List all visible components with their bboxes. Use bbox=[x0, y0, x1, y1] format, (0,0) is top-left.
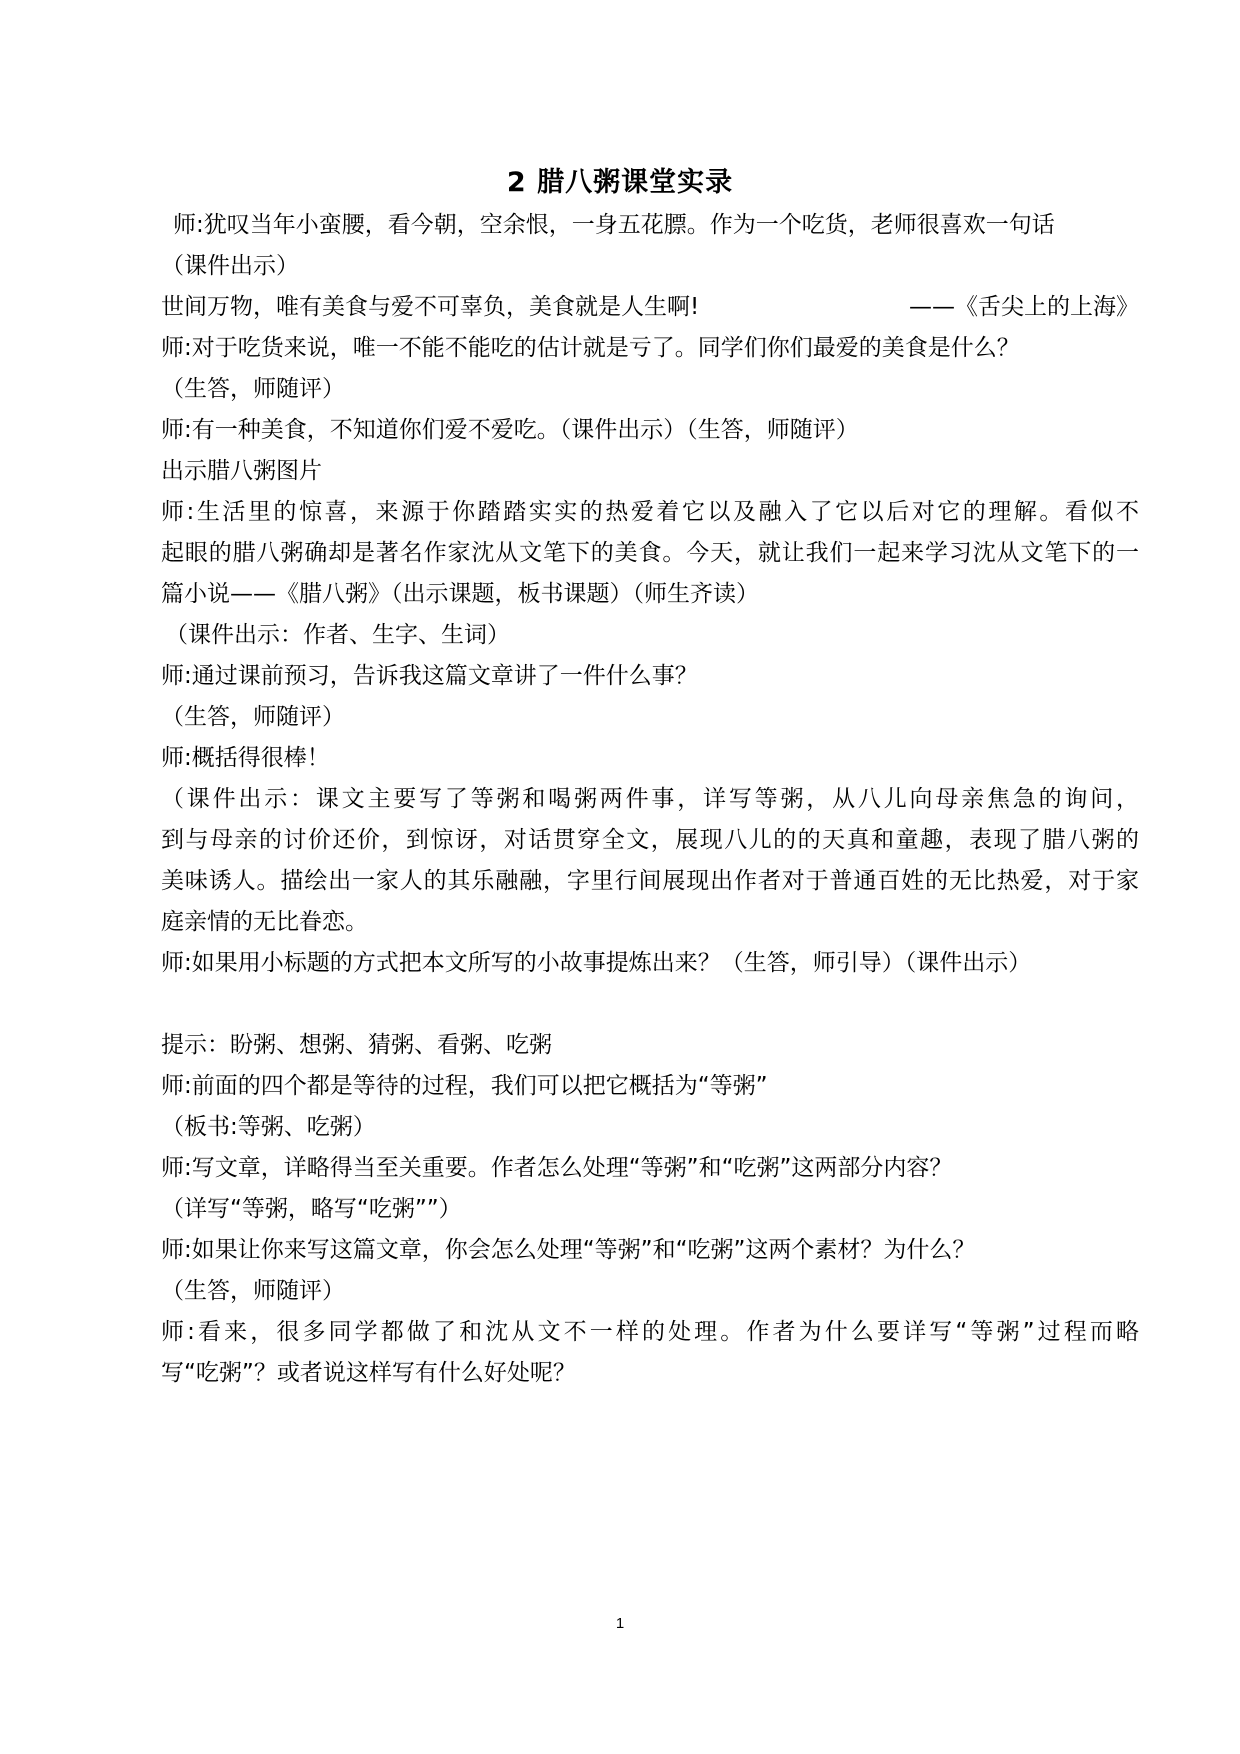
paragraph-line: 提示：盼粥、想粥、猜粥、看粥、吃粥 bbox=[161, 1032, 552, 1058]
paragraph-line: 师:对于吃货来说，唯一不能不能吃的估计就是亏了。同学们你们最爱的美食是什么？ bbox=[161, 335, 1020, 361]
blank-line bbox=[161, 984, 1139, 1025]
paragraph-line: （课件出示） bbox=[161, 253, 299, 279]
paragraph-line: （生答，师随评） bbox=[161, 1278, 345, 1304]
paragraph-line: 师:前面的四个都是等待的过程，我们可以把它概括为“等粥” bbox=[161, 1073, 768, 1099]
paragraph-line: 篇小说——《腊八粥》（出示课题，板书课题）（师生齐读） bbox=[161, 581, 759, 607]
paragraph-line: 师:有一种美食，不知道你们爱不爱吃。（课件出示）（生答，师随评） bbox=[161, 417, 859, 443]
paragraph-line: 师:看来，很多同学都做了和沈从文不一样的处理。作者为什么要详写“等粥”过程而略 bbox=[161, 1319, 1139, 1345]
paragraph-line: （详写“等粥，略写“吃粥””） bbox=[161, 1196, 462, 1222]
document-body bbox=[161, 205, 1139, 1394]
paragraph-line: 师:生活里的惊喜，来源于你踏踏实实的热爱着它以及融入了它以后对它的理解。看似不 bbox=[161, 499, 1139, 525]
paragraph-line: 到与母亲的讨价还价，到惊讶，对话贯穿全文，展现八儿的的天真和童趣，表现了腊八粥的 bbox=[161, 827, 1139, 853]
paragraph-line: 庭亲情的无比眷恋。 bbox=[161, 909, 368, 935]
paragraph-line: （课件出示：课文主要写了等粥和喝粥两件事，详写等粥，从八儿向母亲焦急的询问， bbox=[161, 786, 1139, 812]
paragraph-line: 师:概括得很棒！ bbox=[161, 745, 330, 771]
paragraph-line: 师:如果用小标题的方式把本文所写的小故事提炼出来？（生答，师引导）（课件出示） bbox=[161, 950, 1032, 976]
quote-source: ——《舌尖上的上海》 bbox=[909, 294, 1139, 320]
paragraph-line: （生答，师随评） bbox=[161, 376, 345, 402]
page-number: 1 bbox=[615, 1615, 625, 1632]
paragraph-line: （课件出示：作者、生字、生词） bbox=[165, 622, 510, 648]
paragraph-line bbox=[0, 533, 1139, 574]
paragraph-line: 出示腊八粥图片 bbox=[161, 458, 322, 484]
paragraph-line: （生答，师随评） bbox=[161, 704, 345, 730]
quote-text: 世间万物，唯有美食与爱不可辜负，美食就是人生啊! bbox=[161, 294, 700, 320]
paragraph-line: 美味诱人。描绘出一家人的其乐融融，字里行间展现出作者对于普通百姓的无比热爱，对于家 bbox=[161, 868, 1139, 894]
paragraph-line: 师:犹叹当年小蛮腰，看今朝，空余恨，一身五花膘。作为一个吃货，老师很喜欢一句话 bbox=[173, 212, 1055, 238]
paragraph-line: 师:如果让你来写这篇文章，你会怎么处理“等粥”和“吃粥”这两个素材？为什么？ bbox=[161, 1237, 976, 1263]
page-title: 2 腊八粥课堂实录 bbox=[506, 167, 734, 198]
paragraph-line: 师:通过课前预习，告诉我这篇文章讲了一件什么事？ bbox=[161, 663, 698, 689]
paragraph-line: 写“吃粥”？或者说这样写有什么好处呢？ bbox=[161, 1360, 576, 1386]
paragraph-line: 师:写文章，详略得当至关重要。作者怎么处理“等粥”和“吃粥”这两部分内容？ bbox=[161, 1155, 953, 1181]
paragraph-line: （板书:等粥、吃粥） bbox=[161, 1114, 376, 1140]
quote-line bbox=[161, 287, 1139, 328]
paragraph-line-text: 起眼的腊八粥确却是著名作家沈从文笔下的美食。今天，就让我们一起来学习沈从文笔下的一 bbox=[161, 540, 1139, 566]
